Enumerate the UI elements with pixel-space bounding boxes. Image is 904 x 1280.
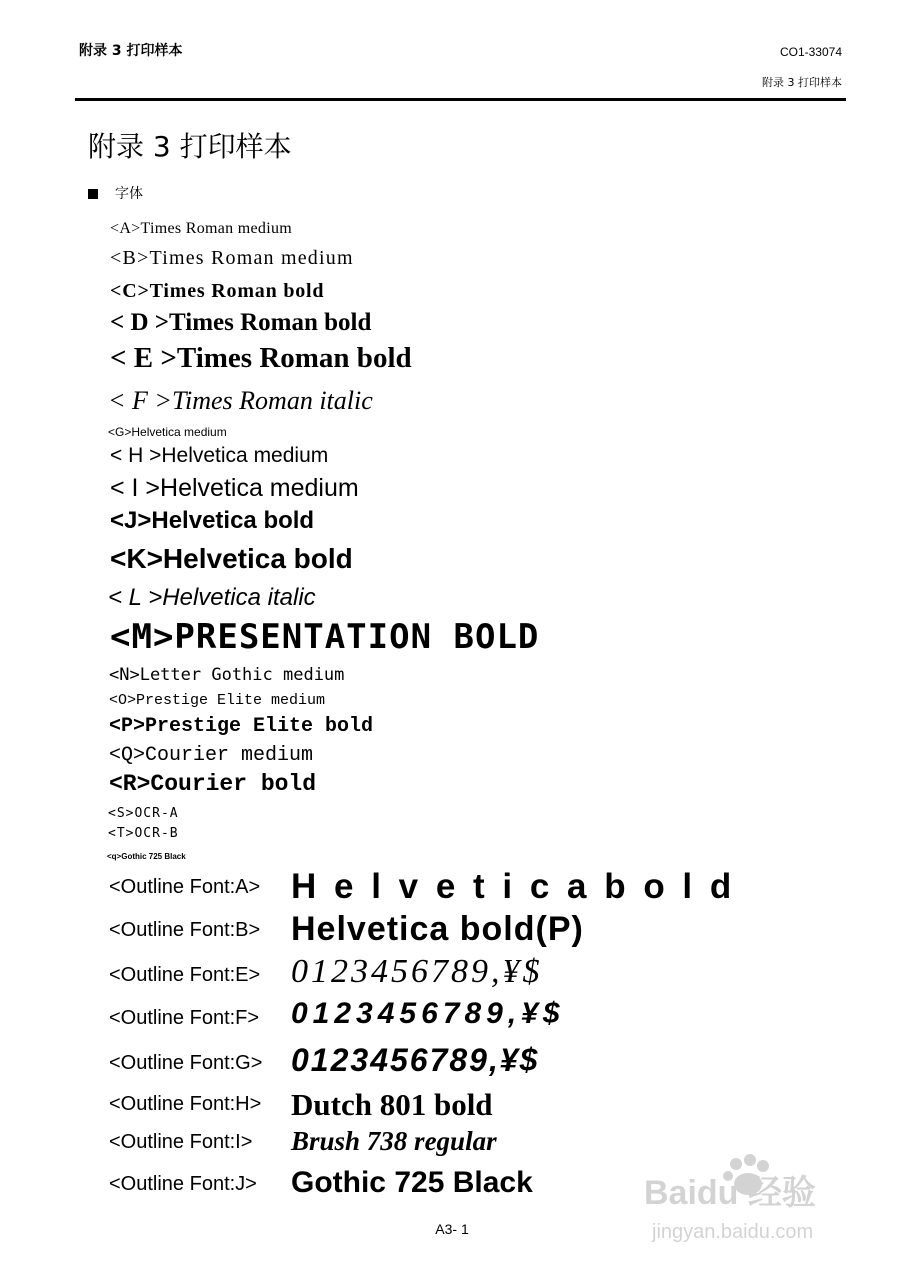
outline-font-label-e: <Outline Font:E>: [109, 964, 261, 986]
font-sample-r: <R>Courier bold: [109, 771, 317, 797]
font-sample-e: < E >Times Roman bold: [110, 342, 412, 374]
watermark-url: jingyan.baidu.com: [652, 1221, 814, 1243]
outline-font-label-f: <Outline Font:F>: [109, 1007, 260, 1029]
outline-font-sample-j: Gothic 725 Black: [291, 1166, 533, 1199]
font-sample-o: <O>Prestige Elite medium: [109, 692, 326, 709]
outline-font-sample-f: 0123456789,¥$: [291, 997, 565, 1030]
font-sample-n: <N>Letter Gothic medium: [109, 665, 345, 685]
outline-font-sample-a: H e l v e t i c a b o l d: [291, 867, 734, 906]
header-section-label: 附录 3 打印样本: [762, 76, 842, 89]
outline-font-sample-e: 0123456789,¥$: [291, 953, 543, 990]
outline-font-label-i: <Outline Font:I>: [109, 1131, 253, 1153]
font-sample-a: <A>Times Roman medium: [110, 220, 292, 237]
outline-font-sample-i: Brush 738 regular: [291, 1126, 497, 1156]
bullet-square-icon: [88, 189, 98, 199]
font-sample-m: <M>PRESENTATION BOLD: [110, 617, 540, 657]
font-sample-k: <K>Helvetica bold: [110, 543, 353, 574]
font-sample-b: <B>Times Roman medium: [110, 247, 354, 269]
font-sample-f: < F >Times Roman italic: [108, 386, 373, 415]
header-divider: [75, 98, 846, 101]
header-doc-code: CO1-33074: [779, 45, 842, 59]
outline-font-label-g: <Outline Font:G>: [109, 1052, 263, 1074]
font-sample-c: <C>Times Roman bold: [110, 280, 325, 302]
font-sample-q-gothic: <q>Gothic 725 Black: [107, 852, 186, 861]
outline-font-label-b: <Outline Font:B>: [109, 919, 261, 941]
header-left-title: 附录 3 打印样本: [79, 43, 183, 59]
outline-font-sample-h: Dutch 801 bold: [291, 1087, 493, 1122]
font-sample-s: <S>OCR-A: [108, 806, 179, 821]
watermark-brand: Baidu 经验: [644, 1174, 816, 1212]
outline-font-label-a: <Outline Font:A>: [109, 876, 261, 898]
outline-font-sample-g: 0123456789,¥$: [291, 1042, 540, 1078]
outline-font-label-j: <Outline Font:J>: [109, 1173, 257, 1195]
outline-font-label-h: <Outline Font:H>: [109, 1093, 262, 1115]
baidu-watermark: [644, 1150, 849, 1260]
font-sample-p: <P>Prestige Elite bold: [109, 715, 374, 738]
section-heading: [88, 187, 143, 201]
font-sample-i: < I >Helvetica medium: [110, 474, 359, 502]
page-title: 附录 3 打印样本: [88, 130, 292, 163]
font-sample-d: < D >Times Roman bold: [110, 309, 372, 336]
font-sample-q: <Q>Courier medium: [109, 744, 314, 767]
font-sample-l: < L >Helvetica italic: [108, 584, 316, 611]
section-heading-label: 字体: [115, 186, 143, 202]
font-sample-t: <T>OCR-B: [108, 826, 179, 841]
outline-font-sample-b: Helvetica bold(P): [291, 910, 584, 948]
font-sample-j: <J>Helvetica bold: [110, 507, 315, 534]
font-sample-g: <G>Helvetica medium: [108, 425, 227, 439]
font-sample-h: < H >Helvetica medium: [110, 444, 329, 467]
page-number: A3- 1: [435, 1221, 469, 1237]
